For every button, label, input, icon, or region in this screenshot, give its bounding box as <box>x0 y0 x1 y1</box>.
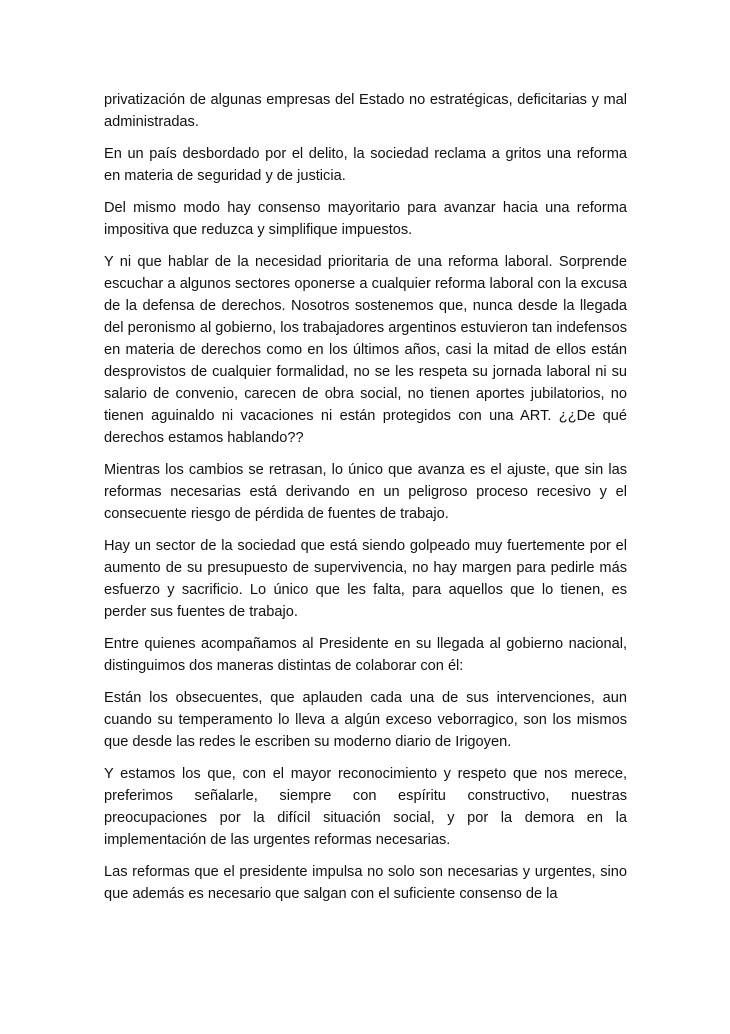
paragraph-4: Y ni que hablar de la necesidad prioritaria de una reforma laboral. Sorprende escuchar a algunos sectores oponerse a cualquier reforma laboral con la excusa de la defensa de derechos. Nosotros sostenemos que, nunca desde la llegada del peronismo al gobierno, los trabajadores argentinos estuvieron tan indefensos en materia de derechos como en los últimos años, casi la mitad de ellos están desprovistos de cualquier formalidad, no se les respeta su jornada laboral ni su salario de convenio, carecen de obra social, no tienen aportes jubilatorios, no tienen aguinaldo ni vacaciones ni están protegidos con una ART. ¿¿De qué derechos estamos hablando?? <box>104 254 627 446</box>
paragraph-5: Mientras los cambios se retrasan, lo único que avanza es el ajuste, que sin las reformas necesarias está derivando en un peligroso proceso recesivo y el consecuente riesgo de pérdida de fuentes de trabajo. <box>104 462 627 522</box>
paragraph-6: Hay un sector de la sociedad que está siendo golpeado muy fuertemente por el aumento de su presupuesto de supervivencia, no hay margen para pedirle más esfuerzo y sacrificio. Lo único que les falta, para aquellos que lo tienen, es perder sus fuentes de trabajo. <box>104 538 627 620</box>
paragraph-2: En un país desbordado por el delito, la sociedad reclama a gritos una reforma en materia de seguridad y de justicia. <box>104 146 627 184</box>
paragraph-7: Entre quienes acompañamos al Presidente en su llegada al gobierno nacional, distinguimos dos maneras distintas de colaborar con él: <box>104 636 627 674</box>
document-body <box>104 89 627 915</box>
paragraph-9: Y estamos los que, con el mayor reconocimiento y respeto que nos merece, preferimos señalarle, siempre con espíritu constructivo, nuestras preocupaciones por la difícil situación social, y por la demora en la implementación de las urgentes reformas necesarias. <box>104 766 627 848</box>
paragraph-10: Las reformas que el presidente impulsa no solo son necesarias y urgentes, sino que además es necesario que salgan con el suficiente consenso de la <box>104 864 627 902</box>
paragraph-3: Del mismo modo hay consenso mayoritario para avanzar hacia una reforma impositiva que reduzca y simplifique impuestos. <box>104 200 627 238</box>
paragraph-8: Están los obsecuentes, que aplauden cada una de sus intervenciones, aun cuando su temperamento lo lleva a algún exceso veborragico, son los mismos que desde las redes le escriben su moderno diario de Irigoyen. <box>104 690 627 750</box>
paragraph-1: privatización de algunas empresas del Estado no estratégicas, deficitarias y mal administradas. <box>104 92 627 130</box>
